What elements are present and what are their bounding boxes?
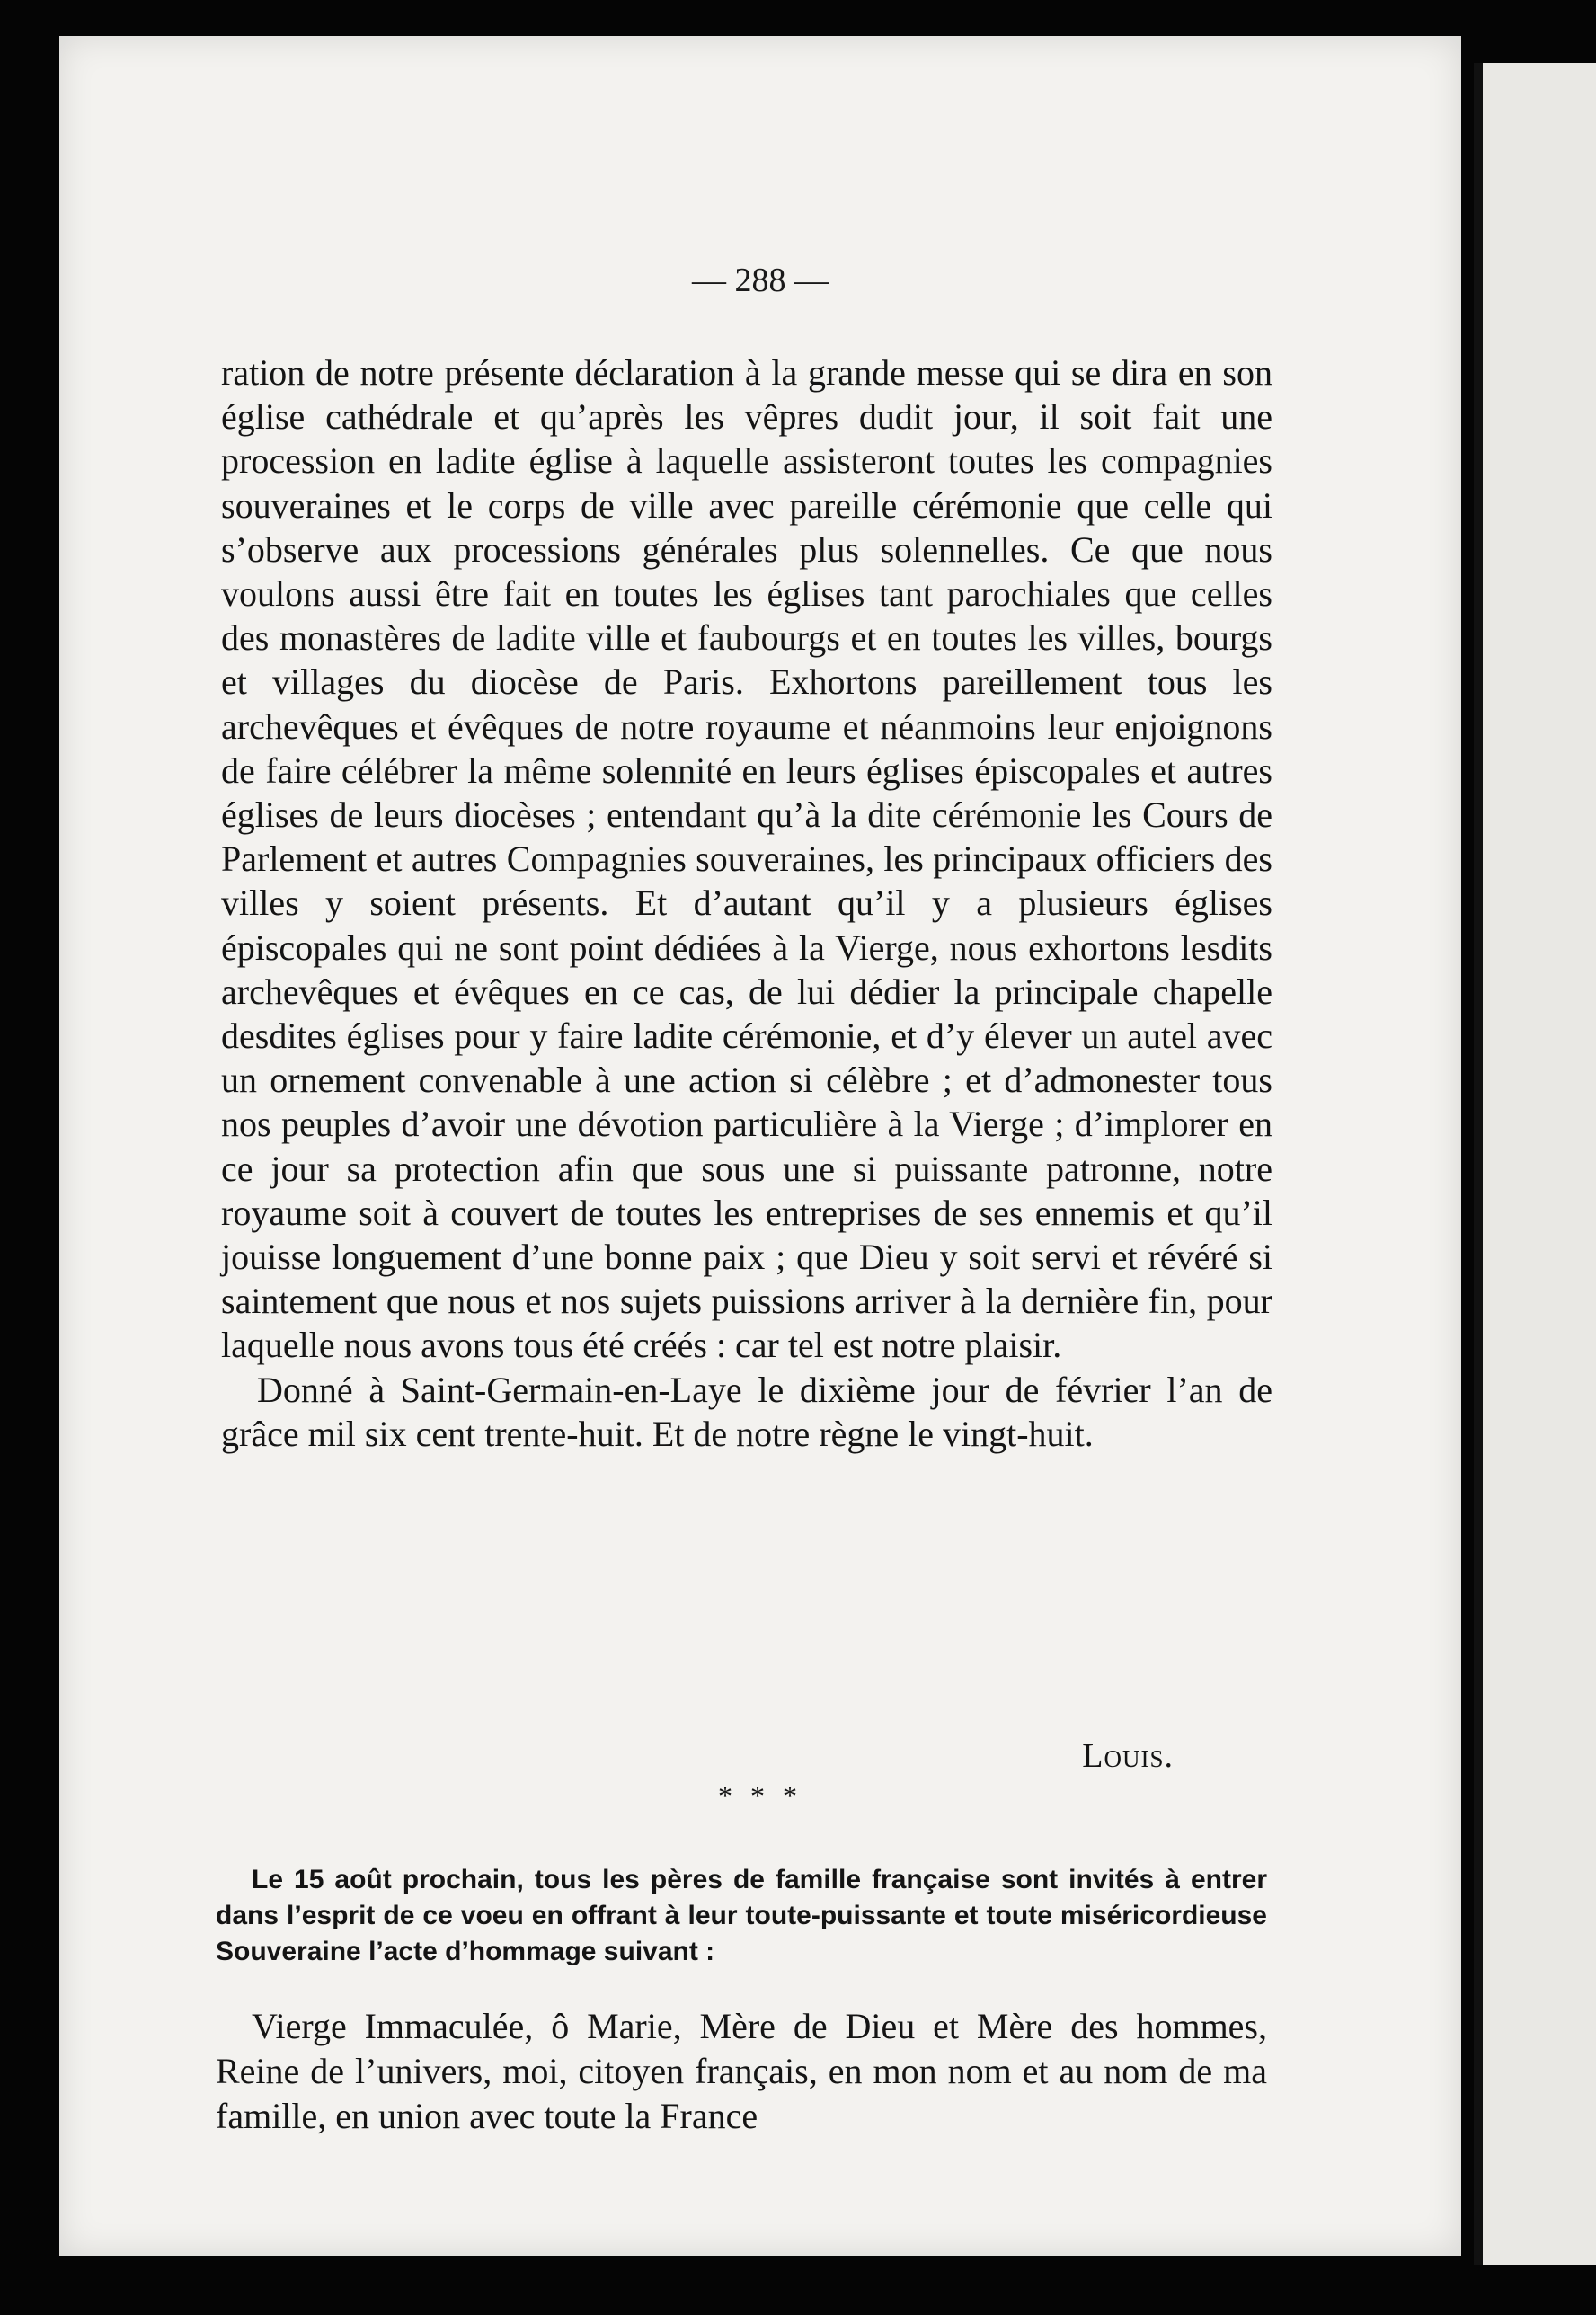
book-page [59, 36, 1461, 2256]
paragraph: Donné à Saint-Germain-en-Laye le dixième jour de février l’an de grâce mil six cent trente-huit. Et de notre règne le vingt-huit. [221, 1369, 1272, 1454]
paragraph: ration de notre présente déclaration à la grande messe qui se dira en son église cathédrale et qu’après les vêpres dudit jour, il soit fait une procession en ladite église à laquelle assisteront toutes les compagnies souveraines et le corps de ville avec pareille cérémonie que celle qui s’observe aux processions générales plus solennelles. Ce que nous voulons aussi être fait en toutes les églises tant parochiales que celles des monastères de ladite ville et faubourgs et en toutes les villes, bourgs et villages du diocèse de Paris. Exhortons pareillement tous les archevêques et évêques de notre royaume et néanmoins leur enjoignons de faire célébrer la même solennité en leurs églises épiscopales et autres églises de leurs diocèses ; entendant qu’à la dite cérémonie les Cours de Parlement et autres Compagnies souveraines, les principaux officiers des villes y soient présents. Et d’autant qu’il y a plusieurs églises épiscopales qui ne sont point dédiées à la Vierge, nous exhortons lesdits archevêques et évêques en ce cas, de lui dédier la principale chapelle desdites églises pour y faire ladite cérémonie, et d’y élever un autel avec un ornement convenable à une action si célèbre ; et d’admonester tous nos peuples d’avoir une dévotion particulière à la Vierge ; d’implorer en ce jour sa protection afin que sous une si puissante patronne, notre royaume soit à couvert de toutes les entreprises de ses ennemis et qu’il jouisse longuement d’une bonne paix ; que Dieu y soit servi et révéré si saintement que nous et nos sujets puissions arriver à la dernière fin, pour laquelle nous avons tous été créés : car tel est notre plaisir. [221, 352, 1272, 1366]
prayer-paragraph: Vierge Immaculée, ô Marie, Mère de Dieu et Mère des hommes, Reine de l’univers, moi, citoyen français, en mon nom et au nom de ma famille, en union avec toute la France [216, 2006, 1267, 2136]
signature-text: Louis. [1082, 1737, 1174, 1775]
adjacent-page-edge [1474, 63, 1596, 2265]
section-separator: * * * [718, 1779, 802, 1812]
page-number: — 288 — [692, 262, 829, 299]
declaration-text [221, 350, 1272, 1456]
signature [1003, 1736, 1174, 1776]
notice-paragraph: Le 15 août prochain, tous les pères de famille française sont invités à entrer dans l’esprit de ce voeu en offrant à leur toute-puissante et toute miséricordieuse Souveraine l’acte d’hommage suivant : [216, 1865, 1267, 1966]
